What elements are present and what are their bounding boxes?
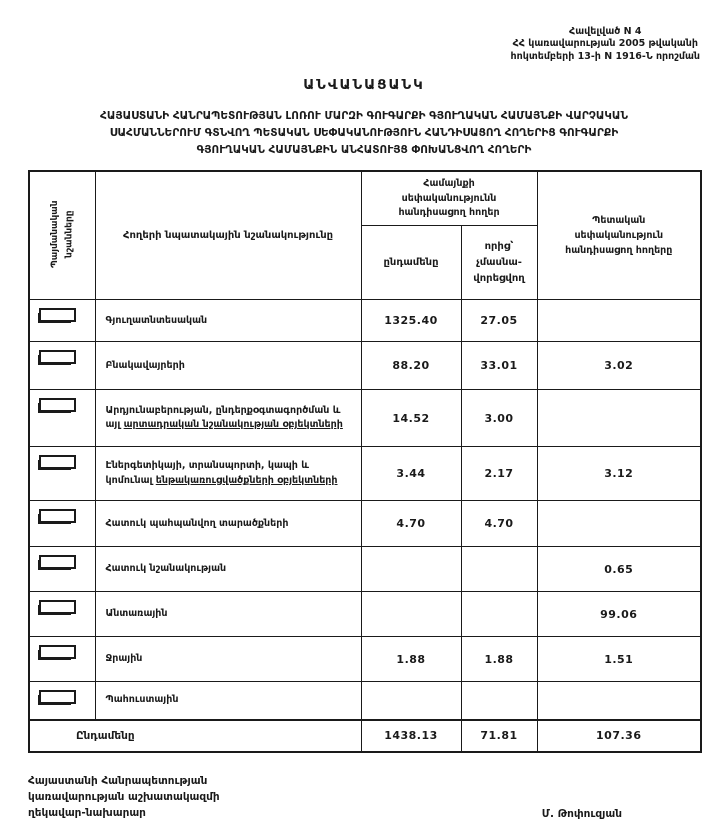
page-title: ԱՆՎԱՆԱՑԱՆԿ (303, 77, 425, 94)
land-category-label (95, 447, 361, 501)
legend-cell (29, 682, 95, 720)
land-category-label (95, 547, 361, 592)
land-table (28, 170, 702, 752)
state-column-header: Պետական սեփականություն հանդիսացող հողերը (537, 171, 701, 299)
table-row (29, 637, 701, 682)
community-total-value: 4.70 (361, 501, 461, 547)
legend-box-icon (39, 645, 76, 659)
state-land-value (537, 390, 701, 447)
label-text: Էներգետիկայի, տրանսպորտի, կապի և կոմունալ (105, 460, 309, 486)
label-text: Բնակավայրերի (105, 359, 185, 371)
community-ofwhich-value: 33.01 (461, 342, 537, 390)
table-row (29, 682, 701, 720)
legend-cell (29, 342, 95, 390)
total-state-value: 107.36 (537, 720, 701, 752)
community-total-value: 88.20 (361, 342, 461, 390)
legend-box-icon (39, 509, 76, 523)
label-underlined-text: ենթակառուցվածքների օբյեկտների (155, 474, 338, 486)
annex-line: հոկտեմբերի 13-ի N 1916-Ն որոշման (510, 50, 700, 62)
legend-cell (29, 501, 95, 547)
legend-cell (29, 390, 95, 447)
total-row (29, 720, 701, 752)
community-ofwhich-value: 1.88 (461, 637, 537, 682)
signer-name: Մ. Թոփուզյան (541, 808, 622, 821)
label-text: Գյուղատնտեսական (105, 314, 208, 326)
land-category-label (95, 390, 361, 447)
label-text: Արդյունաբերության, ընդերքօգտագործման և այլ (105, 404, 341, 431)
community-ofwhich-value: 2.17 (461, 447, 537, 501)
label-text: Հատուկ պահպանվող տարածքների (105, 517, 289, 529)
total-community-value: 1438.13 (361, 720, 461, 752)
community-total-value (361, 592, 461, 637)
community-total-value (361, 682, 461, 720)
ofwhich-subcolumn-header: որից՝ չմասնա-վորեցվող (461, 226, 537, 300)
legend-box-icon (39, 350, 76, 364)
community-group-header: Համայնքի սեփականությունն հանդիսացող հողեր (361, 171, 537, 225)
symbols-column-label: Պայմանական նշանները (49, 200, 75, 268)
table-body (29, 300, 701, 720)
community-ofwhich-value (461, 547, 537, 592)
total-label: Ընդամենը (29, 720, 361, 752)
label-text: Ջրային (105, 653, 143, 665)
table-row (29, 501, 701, 547)
signer-title-line: ղեկավար-նախարար (28, 807, 146, 820)
legend-box-icon (39, 555, 76, 569)
community-ofwhich-value (461, 592, 537, 637)
legend-box-icon (39, 455, 76, 469)
state-land-value: 3.12 (537, 447, 701, 501)
legend-box-icon (39, 690, 76, 704)
land-category-label (95, 300, 361, 342)
state-land-value: 1.51 (537, 637, 701, 682)
state-land-value: 0.65 (537, 547, 701, 592)
table-row (29, 300, 701, 342)
state-land-value (537, 300, 701, 342)
table-row (29, 342, 701, 390)
state-land-value: 99.06 (537, 592, 701, 637)
table-footer (29, 720, 701, 752)
signer-title (28, 773, 220, 822)
legend-cell (29, 300, 95, 342)
signer-title-line: կառավարության աշխատակազմի (28, 790, 220, 803)
document-subtitle (28, 108, 700, 158)
land-category-label (95, 637, 361, 682)
land-category-label (95, 342, 361, 390)
table-header (29, 171, 701, 299)
subtitle-line: ԳՅՈՒՂԱԿԱՆ ՀԱՄԱՅՆՔԻՆ ԱՆՀԱՏՈՒՅՑ ՓՈԽԱՆՑՎՈՂ ՀՈՂԵՐԻ (196, 143, 532, 156)
annex-line: ՀՀ կառավարության 2005 թվականի (512, 38, 698, 50)
community-total-value: 1325.40 (361, 300, 461, 342)
table-row (29, 390, 701, 447)
annex-line: Հավելված N 4 (569, 26, 642, 37)
legend-cell (29, 637, 95, 682)
label-text: Անտառային (105, 608, 168, 620)
land-category-label (95, 682, 361, 720)
table-row (29, 447, 701, 501)
community-total-value (361, 547, 461, 592)
community-ofwhich-value (461, 682, 537, 720)
state-land-value (537, 682, 701, 720)
legend-box-icon (39, 398, 76, 412)
legend-box-icon (39, 308, 76, 322)
annex-reference (511, 26, 700, 63)
signature-block (28, 773, 700, 822)
label-underlined-text: արտադրական նշանակության օբյեկտների (123, 419, 343, 431)
land-category-label (95, 501, 361, 547)
total-ofwhich-value: 71.81 (461, 720, 537, 752)
community-total-value: 14.52 (361, 390, 461, 447)
purpose-column-header: Հողերի նպատակային նշանակությունը (95, 171, 361, 299)
state-land-value: 3.02 (537, 342, 701, 390)
label-text: Պահուստային (105, 694, 179, 706)
legend-box-icon (39, 600, 76, 614)
signer-title-line: Հայաստանի Հանրապետության (28, 774, 208, 787)
subtitle-line: ՀԱՅԱՍՏԱՆԻ ՀԱՆՐԱՊԵՏՈՒԹՅԱՆ ԼՈՌՈՒ ՄԱՐԶԻ ԳՈՒԳԱՐՔԻ ԳՅՈՒՂԱԿԱՆ ՀԱՄԱՅՆՔԻ ՎԱՐՉԱԿԱՆ (100, 110, 628, 123)
community-ofwhich-value: 27.05 (461, 300, 537, 342)
subtitle-line: ՍԱՀՄԱՆՆԵՐՈՒՄ ԳՏՆՎՈՂ ՊԵՏԱԿԱՆ ՍԵՓԱԿԱՆՈՒԹՅՈՒՆ ՀԱՆԴԻՍԱՑՈՂ ՀՈՂԵՐԻՑ ԳՈՒԳԱՐՔԻ (109, 126, 619, 139)
total-subcolumn-header: ընդամենը (361, 226, 461, 300)
symbols-column-header (29, 171, 95, 299)
legend-cell (29, 547, 95, 592)
land-category-label (95, 592, 361, 637)
community-total-value: 3.44 (361, 447, 461, 501)
table-row (29, 592, 701, 637)
community-ofwhich-value: 3.00 (461, 390, 537, 447)
legend-cell (29, 592, 95, 637)
community-total-value: 1.88 (361, 637, 461, 682)
table-row (29, 547, 701, 592)
legend-cell (29, 447, 95, 501)
label-text: Հատուկ նշանակության (105, 563, 227, 575)
community-ofwhich-value: 4.70 (461, 501, 537, 547)
state-land-value (537, 501, 701, 547)
